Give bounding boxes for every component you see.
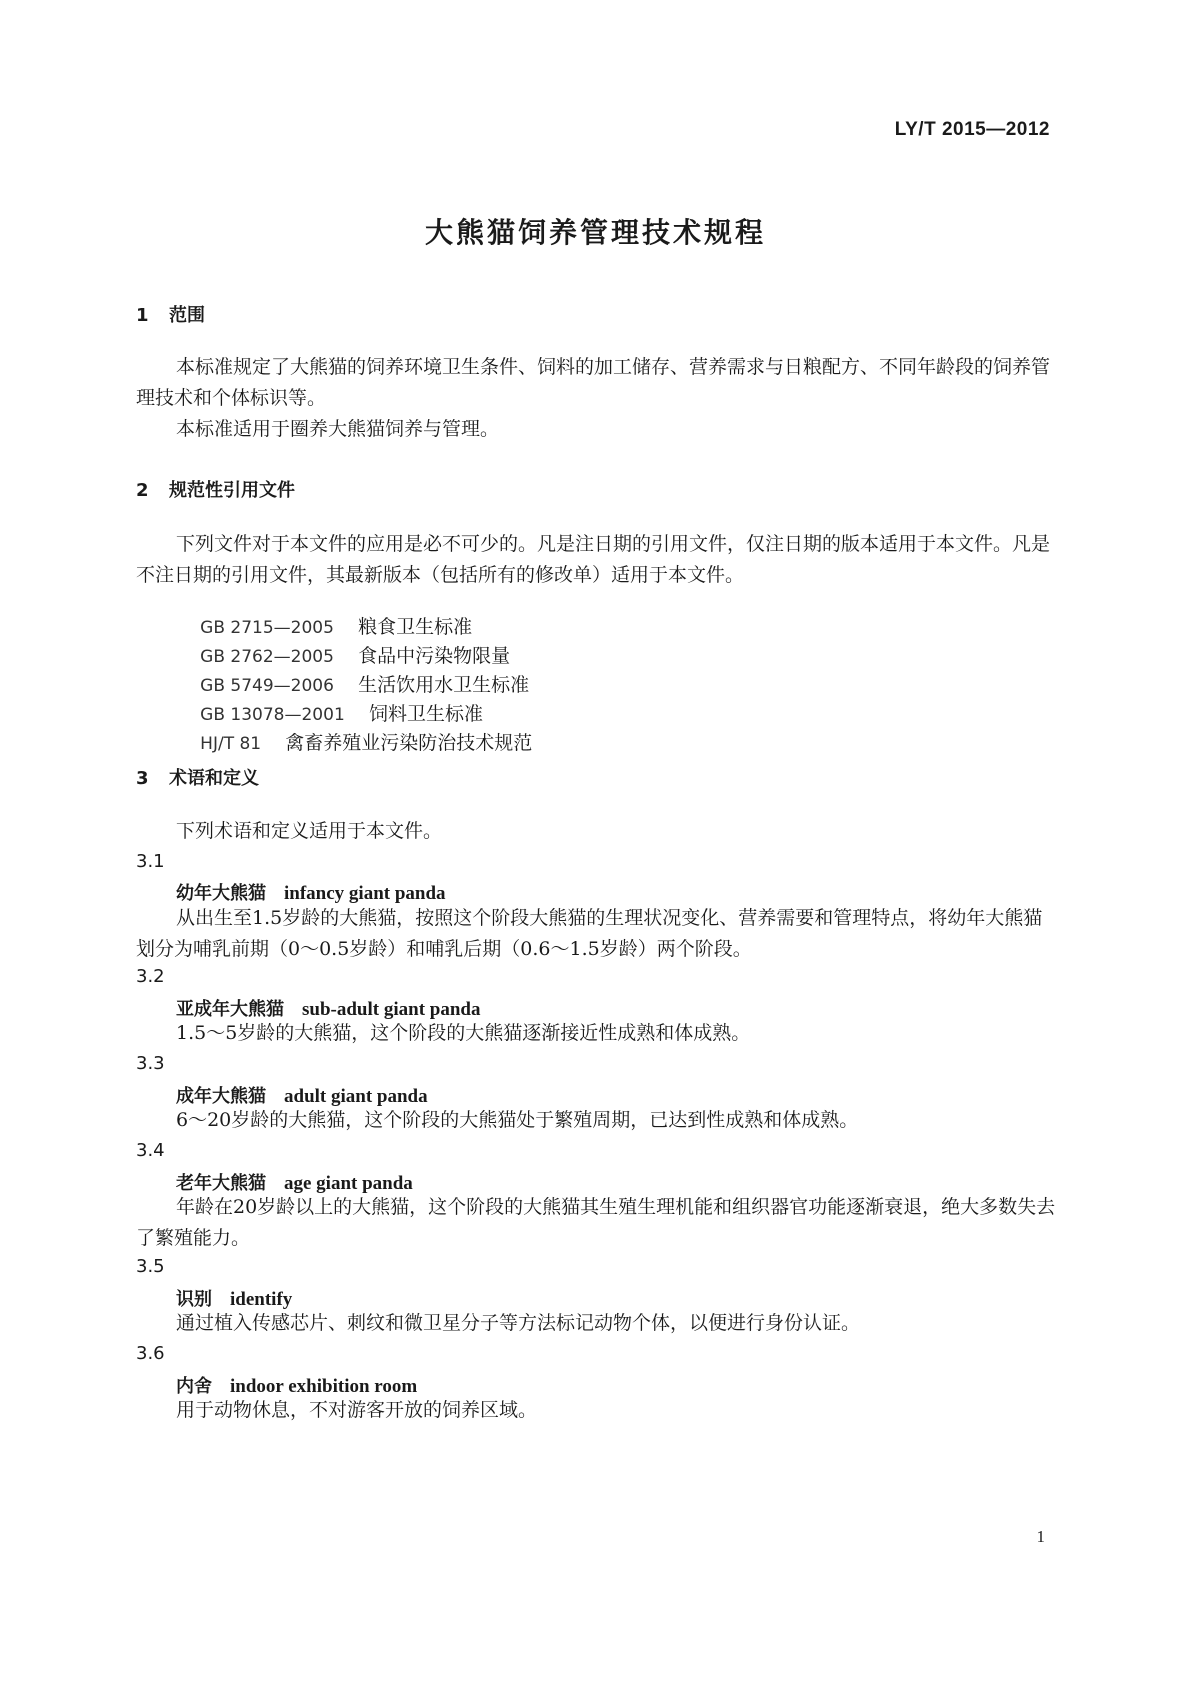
term-zh: 幼年大熊猫 <box>176 883 266 904</box>
page-number: 1 <box>1036 1527 1045 1546</box>
reference-name: 饲料卫生标准 <box>368 703 483 725</box>
term-en: indoor exhibition room <box>230 1376 418 1397</box>
paragraph: 本标准适用于圈养大熊猫饲养与管理。 <box>176 418 500 440</box>
reference-name: 生活饮用水卫生标准 <box>358 674 530 696</box>
standard-code: LY/T 2015—2012 <box>894 119 1050 140</box>
paragraph: 下列文件对于本文件的应用是必不可少的。凡是注日期的引用文件，仅注日期的版本适用于本文件。凡是不注日期的引用文件，其最新版本（包括所有的修改单）适用于本文件。 <box>136 533 1051 586</box>
term-zh: 内舍 <box>176 1376 212 1397</box>
reference-code: GB 2762—2005 <box>200 647 334 667</box>
term-heading <box>176 879 446 905</box>
paragraph: 下列术语和定义适用于本文件。 <box>176 820 443 842</box>
term-zh: 老年大熊猫 <box>176 1173 266 1194</box>
term-zh: 成年大熊猫 <box>176 1086 266 1107</box>
term-definition: 年龄在20岁龄以上的大熊猫，这个阶段的大熊猫其生殖生理机能和组织器官功能逐渐衰退，绝大多数失去了繁殖能力。 <box>136 1196 1056 1249</box>
section-number: 2 <box>136 480 149 501</box>
section-title: 规范性引用文件 <box>169 480 295 501</box>
clause-number: 3.6 <box>136 1343 165 1364</box>
section-heading-scope <box>136 301 205 327</box>
reference-code: GB 2715—2005 <box>200 618 334 638</box>
clause-number: 3.3 <box>136 1053 165 1074</box>
reference-name: 禽畜养殖业污染防治技术规范 <box>285 732 533 754</box>
term-zh: 亚成年大熊猫 <box>176 999 284 1020</box>
document-title: 大熊猫饲养管理技术规程 <box>424 216 766 249</box>
term-en: identify <box>230 1289 293 1310</box>
clause-number: 3.1 <box>136 851 165 872</box>
reference-code: GB 13078—2001 <box>200 705 345 725</box>
section-heading-references <box>136 476 295 502</box>
section-title: 术语和定义 <box>169 768 259 789</box>
term-en: age giant panda <box>284 1173 413 1194</box>
clause-number: 3.5 <box>136 1256 165 1277</box>
reference-name: 食品中污染物限量 <box>358 645 511 667</box>
reference-name: 粮食卫生标准 <box>358 616 473 638</box>
section-number: 3 <box>136 768 149 789</box>
term-definition: 6～20岁龄的大熊猫，这个阶段的大熊猫处于繁殖周期，已达到性成熟和体成熟。 <box>176 1109 859 1131</box>
reference-code: HJ/T 81 <box>200 734 262 754</box>
term-definition: 从出生至1.5岁龄的大熊猫，按照这个阶段大熊猫的生理状况变化、营养需要和管理特点，将幼年大熊猫划分为哺乳前期（0～0.5岁龄）和哺乳后期（0.6～1.5岁龄）两个阶段。 <box>136 907 1043 960</box>
clause-number: 3.2 <box>136 966 165 987</box>
term-en: adult giant panda <box>284 1086 428 1107</box>
term-en: sub-adult giant panda <box>302 999 481 1020</box>
section-title: 范围 <box>169 305 205 326</box>
section-heading-terms <box>136 764 259 790</box>
clause-number: 3.4 <box>136 1140 165 1161</box>
term-definition: 1.5～5岁龄的大熊猫，这个阶段的大熊猫逐渐接近性成熟和体成熟。 <box>176 1022 751 1044</box>
term-en: infancy giant panda <box>284 883 446 904</box>
paragraph: 本标准规定了大熊猫的饲养环境卫生条件、饲料的加工储存、营养需求与日粮配方、不同年龄段的饲养管理技术和个体标识等。 <box>136 356 1051 409</box>
term-zh: 识别 <box>176 1289 212 1310</box>
reference-code: GB 5749—2006 <box>200 676 334 696</box>
term-definition: 通过植入传感芯片、刺纹和微卫星分子等方法标记动物个体，以便进行身份认证。 <box>176 1312 861 1334</box>
term-definition: 用于动物休息，不对游客开放的饲养区域。 <box>176 1399 538 1421</box>
section-number: 1 <box>136 305 149 326</box>
